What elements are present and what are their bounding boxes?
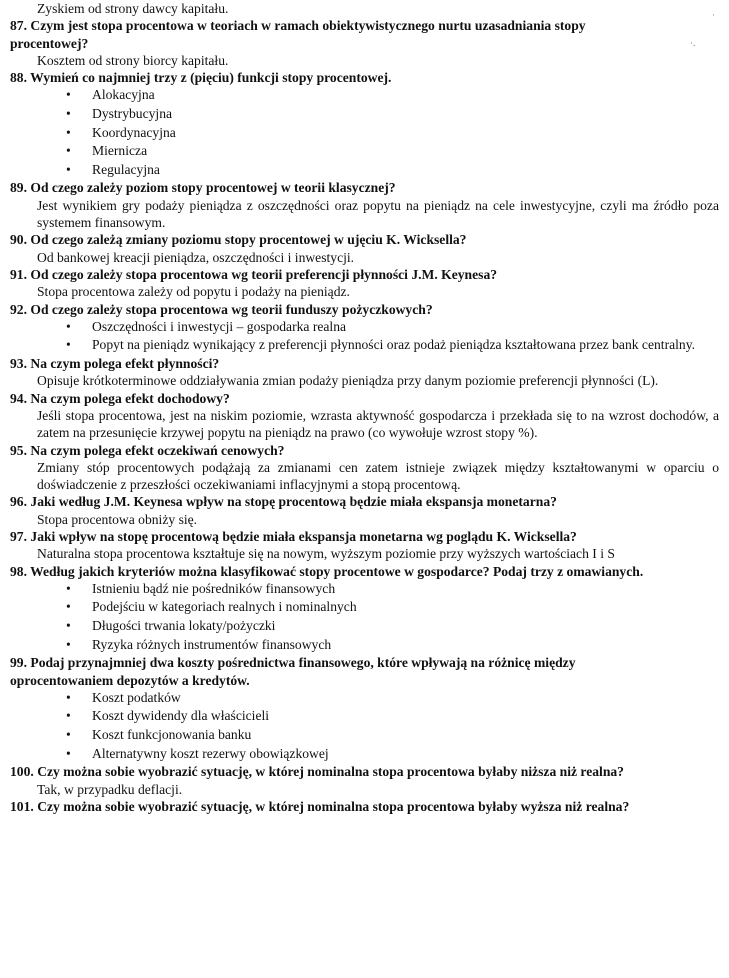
bullet-item: • Miernicza [92,142,720,161]
question-heading: 95. Na czym polega efekt oczekiwań cenowych? [10,442,285,458]
answer-text: Stopa procentowa zależy od popytu i podaży na pieniądz. [37,284,350,300]
question-heading: 100. Czy można sobie wyobrazić sytuację, w której nominalna stopa procentowa byłaby niższa niż realna? [10,764,624,780]
answer-text: Kosztem od strony biorcy kapitału. [37,52,229,68]
answer-text: Zmiany stóp procentowych podążają za zmianami cen zatem istnieje związek między kształtowanymi w oparciu o doświadczenie z przeszłości oczekiwaniami inflacyjnymi a stopą procentową. [37,459,719,493]
bullet-item: • Ryzyka różnych instrumentów finansowych [92,636,720,655]
qa-item [0,654,729,763]
qa-list [0,17,729,815]
qa-item [0,493,729,528]
bullet-item: • Koszt dywidendy dla właścicieli [92,707,720,726]
qa-item [0,266,729,301]
qa-item [0,69,729,179]
question-heading: 87. Czym jest stopa procentowa w teoriach w ramach obiektywistycznego nurtu uzasadniania stopy procentowej? [10,18,586,51]
bullet-item: • Istnieniu bądź nie pośredników finansowych [92,580,720,599]
bullet-item: • Koszt funkcjonowania banku [92,726,720,745]
answer-text: Opisuje krótkoterminowe oddziaływania zmian podaży pieniądza przy danym poziomie preferencji płynności (L). [37,373,659,389]
question-heading: 92. Od czego zależy stopa procentowa wg teorii funduszy pożyczkowych? [10,301,433,317]
question-heading: 101. Czy można sobie wyobrazić sytuację, w której nominalna stopa procentowa byłaby wyższa niż realna? [10,798,630,814]
bullet-item: • Koordynacyjna [92,124,720,143]
qa-item [0,763,729,798]
answer-text: Naturalna stopa procentowa kształtuje się na nowym, wyższym poziomie przy wyższych wartościach I i S [37,546,615,562]
bullet-item: • Alokacyjna [92,86,720,105]
bullet-item: • Regulacyjna [92,161,720,180]
bullet-item: • Długości trwania lokaty/pożyczki [92,617,720,636]
question-heading: 98. Według jakich kryteriów można klasyfikować stopy procentowe w gospodarce? Podaj trzy z omawianych. [10,563,644,579]
intro-answer: Zyskiem od strony dawcy kapitału. [37,1,229,16]
qa-item [0,442,729,494]
question-heading: 99. Podaj przynajmniej dwa koszty pośrednictwa finansowego, które wpływają na różnicę między oprocentowaniem depozytów a kredytów. [10,655,576,688]
answer-text: Od bankowej kreacji pieniądza, oszczędności i inwestycji. [37,249,355,265]
question-heading: 94. Na czym polega efekt dochodowy? [10,390,230,406]
question-heading: 93. Na czym polega efekt płynności? [10,356,220,372]
scan-speck: · [712,10,715,20]
answer-text: Jest wynikiem gry podaży pieniądza z oszczędności oraz popytu na pieniądz na cele inwestycyjne, czyli ma źródło poza systemem finansowym. [37,197,719,231]
bullet-item: • Alternatywny koszt rezerwy obowiązkowej [92,745,720,764]
bullet-item: • Oszczędności i inwestycji – gospodarka realna [92,318,720,337]
question-heading: 88. Wymień co najmniej trzy z (pięciu) funkcji stopy procentowej. [10,70,392,86]
question-heading: 91. Od czego zależy stopa procentowa wg teorii preferencji płynności J.M. Keynesa? [10,266,498,282]
answer-bullet-list [0,86,729,179]
qa-item [0,355,729,390]
scan-speck: ·. [690,38,696,48]
question-heading: 96. Jaki według J.M. Keynesa wpływ na stopę procentową będzie miała ekspansja monetarna? [10,494,557,510]
question-heading: 89. Od czego zależy poziom stopy procentowej w teorii klasycznej? [10,180,396,196]
answer-text: Jeśli stopa procentowa, jest na niskim poziomie, wzrasta aktywność gospodarcza i przekłada się to na wzrost dochodów, a zatem na przesunięcie krzywej popytu na pieniądz na prawo (co wywołuje wzrost stopy %). [37,407,719,441]
qa-item [0,563,729,655]
answer-bullet-list [0,580,729,654]
question-heading: 90. Od czego zależą zmiany poziomu stopy procentowej w ujęciu K. Wicksella? [10,232,467,248]
answer-bullet-list [0,689,729,763]
bullet-item: • Dystrybucyjna [92,105,720,124]
qa-item [0,231,729,266]
bullet-item: • Podejściu w kategoriach realnych i nominalnych [92,598,720,617]
question-heading: 97. Jaki wpływ na stopę procentową będzie miała ekspansja monetarna wg poglądu K. Wicksella? [10,528,577,544]
qa-item [0,390,729,442]
qa-item [0,301,729,355]
qa-item [0,17,729,69]
answer-text: Tak, w przypadku deflacji. [37,781,183,797]
bullet-item: • Koszt podatków [92,689,720,708]
qa-item [0,798,729,815]
qa-item [0,528,729,563]
qa-item [0,179,729,231]
bullet-item: • Popyt na pieniądz wynikający z preferencji płynności oraz podaż pieniądza kształtowana przez bank centralny. [92,336,720,355]
answer-bullet-list [0,318,729,355]
answer-text: Stopa procentowa obniży się. [37,511,198,527]
